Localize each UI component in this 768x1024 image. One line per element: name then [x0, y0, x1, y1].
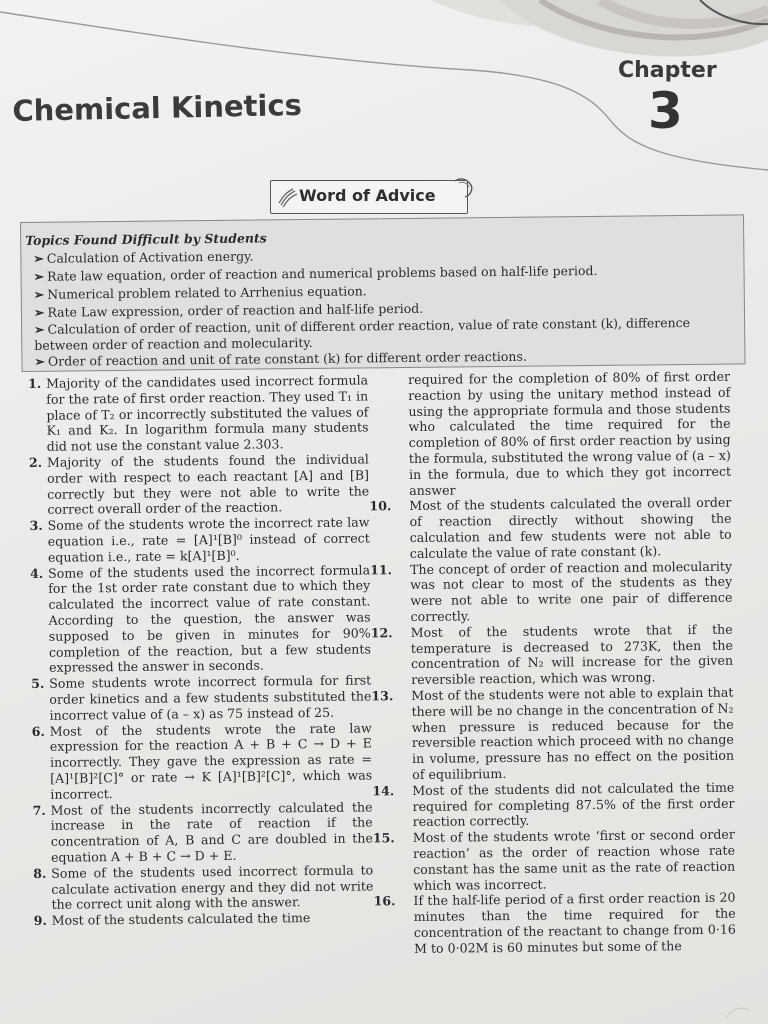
advice-item: [370, 621, 734, 688]
item-text: Some of the students wrote the incorrect rate law equation i.e., rate = [A]¹[B]⁰ instead of correct equation i.e., rate = k[A]¹[B]⁰.: [47, 514, 370, 565]
item-text: The concept of order of reaction and molecularity was not clear to most of the students as they were not able to write one pair of difference correctly.: [409, 558, 733, 624]
advice-item-continued: [390, 369, 731, 499]
word-of-advice-banner: [270, 180, 468, 214]
advice-item: [29, 451, 370, 518]
item-text: Most of the students were not able to explain that there will be no change in the concentration of N₂ when pressure is reduced because for the reversible reaction which proceed with no change in volume, pressure has no effect on the position of equilibrium.: [411, 684, 735, 782]
right-column: [369, 368, 736, 957]
topic-text: Rate Law expression, order of reaction and half-life period.: [47, 300, 424, 320]
chapter-title: Chemical Kinetics: [12, 87, 303, 128]
item-number: 13.: [371, 688, 394, 704]
item-text: Most of the students incorrectly calculated the increase in the rate of reaction if the concentration of A, B and C are doubled in the equation A + B + C → D + E.: [50, 798, 373, 865]
item-text: Some students wrote incorrect formula for first order kinetics and a few students substituted the incorrect value of (a – x) as 75 instead of 25.: [49, 672, 372, 723]
chapter-number: 3: [648, 82, 683, 140]
advice-columns: [28, 369, 746, 976]
arrow-bullet-icon: ➢: [33, 286, 45, 302]
item-number: 12.: [370, 624, 393, 641]
item-number: 3.: [29, 518, 43, 534]
item-text: Some of the students used incorrect formula to calculate activation energy and they did not write the correct unit along with the answer.: [51, 862, 374, 913]
topic-text: Calculation of order of reaction, unit of different order reaction, value of rate constant (k), difference between order of reaction and molecularity.: [34, 314, 691, 353]
item-number: 6.: [31, 723, 45, 739]
item-number: 10.: [369, 498, 392, 514]
item-number: 7.: [32, 802, 46, 818]
sound-wave-icon: [277, 185, 299, 209]
item-number: 16.: [373, 893, 396, 909]
topic-text: Order of reaction and unit of rate constant (k) for different order reactions.: [47, 348, 527, 369]
topics-heading: Topics Found Difficult by Students: [25, 230, 267, 248]
advice-item: [28, 372, 369, 455]
arrow-bullet-icon: ➢: [33, 268, 45, 284]
topic-text: Numerical problem related to Arrhenius equation.: [47, 283, 367, 302]
arrow-bullet-icon: ➢: [33, 304, 45, 320]
advice-item: [369, 558, 733, 625]
advice-item: [373, 889, 736, 957]
item-text: Some of the students used the incorrect formula for the 1st order rate constant due to which they calculated the incorrect value of rate constant. According to the question, the answer was supposed to be given in minutes for 90% completion of the reaction, but a few students expressed the answer in seconds.: [47, 561, 371, 676]
item-text: Majority of the candidates used incorrect formula for the rate of first order reaction. They used T₁ in place of T₂ or incorrectly substituted the values of K₁ and K₂. In logarithm formula many students did not use the constant value 2.303.: [45, 372, 369, 454]
item-text: Most of the students did not calculated the time required for completing 87.5% of the first order reaction correctly.: [412, 779, 735, 830]
item-number: 5.: [31, 675, 45, 692]
left-column: [28, 372, 374, 928]
item-number: 1.: [28, 375, 42, 391]
item-number: 4.: [29, 565, 44, 581]
item-number: 14.: [372, 782, 395, 799]
advice-item: [29, 515, 369, 566]
advice-item: [31, 673, 371, 724]
advice-item: [34, 910, 374, 929]
item-number: 8.: [33, 865, 47, 881]
difficult-topics-box: [20, 214, 746, 372]
item-text: Most of the students wrote ‘first or second order reaction’ as the order of reaction whose rate constant has the same unit as the rate of reaction which was incorrect.: [412, 826, 736, 893]
advice-item: [32, 720, 373, 803]
item-text: Most of the students wrote the rate law expression for the reaction A + B + C → D + E incorrectly. They gave the expression as rate = [A]¹[B]²[C]° or rate → K [A]¹[B]²[C]°, which was incorrect.: [49, 719, 373, 802]
item-text: If the half-life period of a first order reaction is 20 minutes than the time required for the concentration of the reactant to change from 0·16 M to 0·02M is 60 minutes but some of the: [413, 889, 736, 956]
advice-item: [372, 779, 735, 830]
page-corner-mark: [720, 1000, 760, 1022]
item-text: Most of the students wrote that if the temperature is decreased to 273K, then the concentration of N₂ will increase for the given reversible reaction, which was wrong.: [410, 621, 734, 688]
advice-item: [32, 799, 373, 866]
advice-item: [369, 495, 732, 562]
arrow-bullet-icon: ➢: [34, 321, 45, 337]
advice-item: [371, 684, 735, 783]
page-curl-icon: [453, 175, 475, 199]
item-text: Majority of the students found the individual order with respect to each reactant [A] and [B] correctly but they were not able to write the correct overall order of the reaction.: [46, 451, 370, 518]
arrow-bullet-icon: ➢: [33, 250, 44, 266]
item-text: required for the completion of 80% of first order reaction by using the unitary method instead of using the appropriate formula and those students who calculated the time required for the completion of 80% of first order reaction by using the formula, substituted the wrong value of (a – x) in the formula, due to which they got incorrect answer: [407, 368, 732, 498]
advice-item: [30, 562, 371, 676]
item-number: 15.: [372, 830, 395, 846]
advice-item: [372, 826, 736, 894]
topic-text: Rate law equation, order of reaction and numerical problems based on half-life period.: [46, 262, 598, 284]
advice-title: Word of Advice: [299, 186, 436, 205]
item-number: 9.: [33, 912, 47, 929]
advice-item: [33, 862, 373, 913]
topic-text: Calculation of Activation energy.: [46, 248, 254, 266]
item-text: Most of the students calculated the time: [51, 910, 311, 928]
chapter-label: Chapter: [618, 58, 717, 83]
arrow-bullet-icon: ➢: [34, 353, 46, 369]
item-number: 2.: [28, 454, 43, 470]
item-number: 11.: [369, 561, 393, 577]
item-text: Most of the students calculated the overall order of reaction directly without showing the calculation and few students were not able to calculate the value of rate constant (k).: [409, 495, 732, 561]
